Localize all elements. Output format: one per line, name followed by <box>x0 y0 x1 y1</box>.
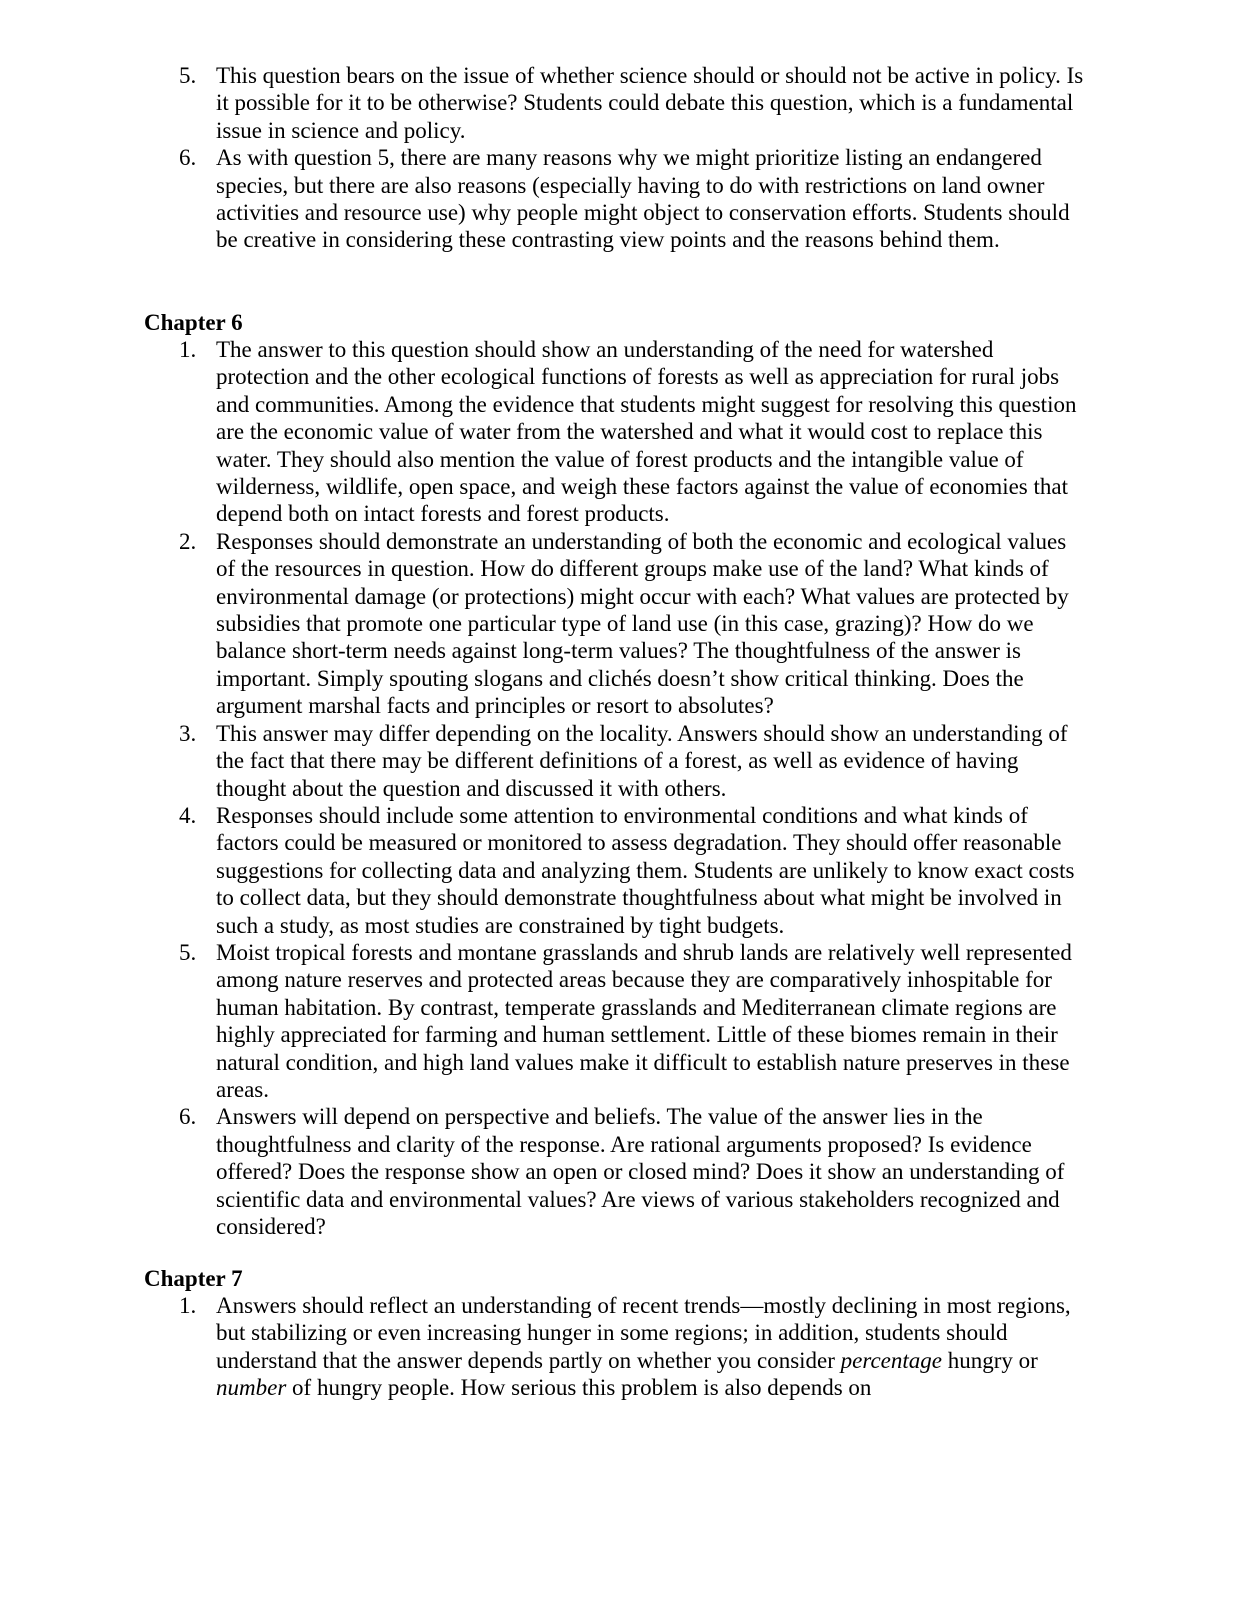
item-number: 5. <box>179 63 197 88</box>
list-item <box>0 939 1086 1103</box>
list-item <box>0 144 1086 254</box>
item-text-part: Answers should reflect an understanding of recent trends—mostly declining in most regions, but stabilizing or even increasing hunger in some regions; in addition, students should understand that the answer depends partly on whether you consider <box>216 1293 1071 1373</box>
list-item <box>0 1292 1086 1402</box>
item-number: 1. <box>179 337 197 362</box>
item-number: 5. <box>179 939 197 965</box>
previous-chapter-answers <box>0 62 1236 254</box>
chapter-6-answers <box>0 336 1236 1240</box>
item-number: 2. <box>179 528 197 554</box>
item-text: Responses should demonstrate an understanding of both the economic and ecological values of the resources in question. How do different groups make use of the land? What kinds of environmental damage (or protections) might occur with each? What values are protected by subsidies that promote one particular type of land use (in this case, grazing)? How do we balance short-term needs against long-term values? The thoughtfulness of the answer is important. Simply spouting slogans and clichés doesn’t show critical thinking. Does the argument marshal facts and principles or resort to absolutes? <box>216 528 1069 719</box>
item-number: 6. <box>179 145 197 171</box>
item-text: Responses should include some attention to environmental conditions and what kinds of factors could be measured or monitored to assess degradation. They should offer reasonable suggestions for collecting data and analyzing them. Students are unlikely to know exact costs to collect data, but they should demonstrate thoughtfulness about what might be involved in such a study, as most studies are constrained by tight budgets. <box>216 802 1075 938</box>
item-text: Answers will depend on perspective and beliefs. The value of the answer lies in the thoughtfulness and clarity of the response. Are rational arguments proposed? Is evidence offered? Does the response show an open or closed mind? Does it show an understanding of scientific data and environmental values? Are views of various stakeholders recognized and considered? <box>216 1104 1065 1239</box>
item-number: 4. <box>179 802 197 828</box>
item-text-part: hungry or <box>941 1347 1038 1373</box>
list-item <box>0 336 1086 528</box>
list-item <box>0 802 1086 939</box>
item-text: This question bears on the issue of whether science should or should not be active in policy. Is it possible for it to be otherwise? Students could debate this question, which is a fundamental issue in science and policy. <box>216 63 1084 143</box>
item-text: The answer to this question should show an understanding of the need for watershed protection and the other ecological functions of forests as well as appreciation for rural jobs and communities. Among the evidence that students might suggest for resolving this question are the economic value of water from the watershed and what it would cost to replace this water. They should also mention the value of forest products and the intangible value of wilderness, wildlife, open space, and weigh these factors against the value of economies that depend both on intact forests and forest products. <box>216 337 1077 527</box>
chapter-6-heading: Chapter 6 <box>144 310 243 335</box>
emphasis-number: number <box>216 1375 287 1401</box>
list-item <box>0 720 1086 802</box>
item-text: This answer may differ depending on the locality. Answers should show an understanding of the fact that there may be different definitions of a forest, as well as evidence of having thought about the question and discussed it with others. <box>216 720 1068 801</box>
answer-list <box>0 336 1236 1240</box>
item-number: 1. <box>179 1293 197 1318</box>
list-item <box>0 62 1086 144</box>
item-text: As with question 5, there are many reasons why we might prioritize listing an endangered species, but there are also reasons (especially having to do with restrictions on land owner activities and resource use) why people might object to conservation efforts. Students should be creative in considering these contrasting view points and the reasons behind them. <box>216 145 1070 253</box>
item-text: Moist tropical forests and montane grasslands and shrub lands are relatively well represented among nature reserves and protected areas because they are comparatively inhospitable for human habitation. By contrast, temperate grasslands and Mediterranean climate regions are highly appreciated for farming and human settlement. Little of these biomes remain in their natural condition, and high land values make it difficult to establish nature preserves in these areas. <box>216 939 1072 1102</box>
list-item <box>0 528 1086 720</box>
answer-list <box>0 62 1236 254</box>
item-text <box>216 1292 1086 1402</box>
item-number: 6. <box>179 1104 197 1130</box>
item-number: 3. <box>179 720 197 746</box>
list-item <box>0 1103 1086 1240</box>
chapter-7-heading: Chapter 7 <box>144 1266 243 1291</box>
emphasis-percentage: percentage <box>840 1347 942 1373</box>
answer-list <box>0 1292 1236 1402</box>
chapter-7-answers <box>0 1292 1236 1402</box>
item-text-part: of hungry people. How serious this problem is also depends on <box>286 1375 872 1401</box>
